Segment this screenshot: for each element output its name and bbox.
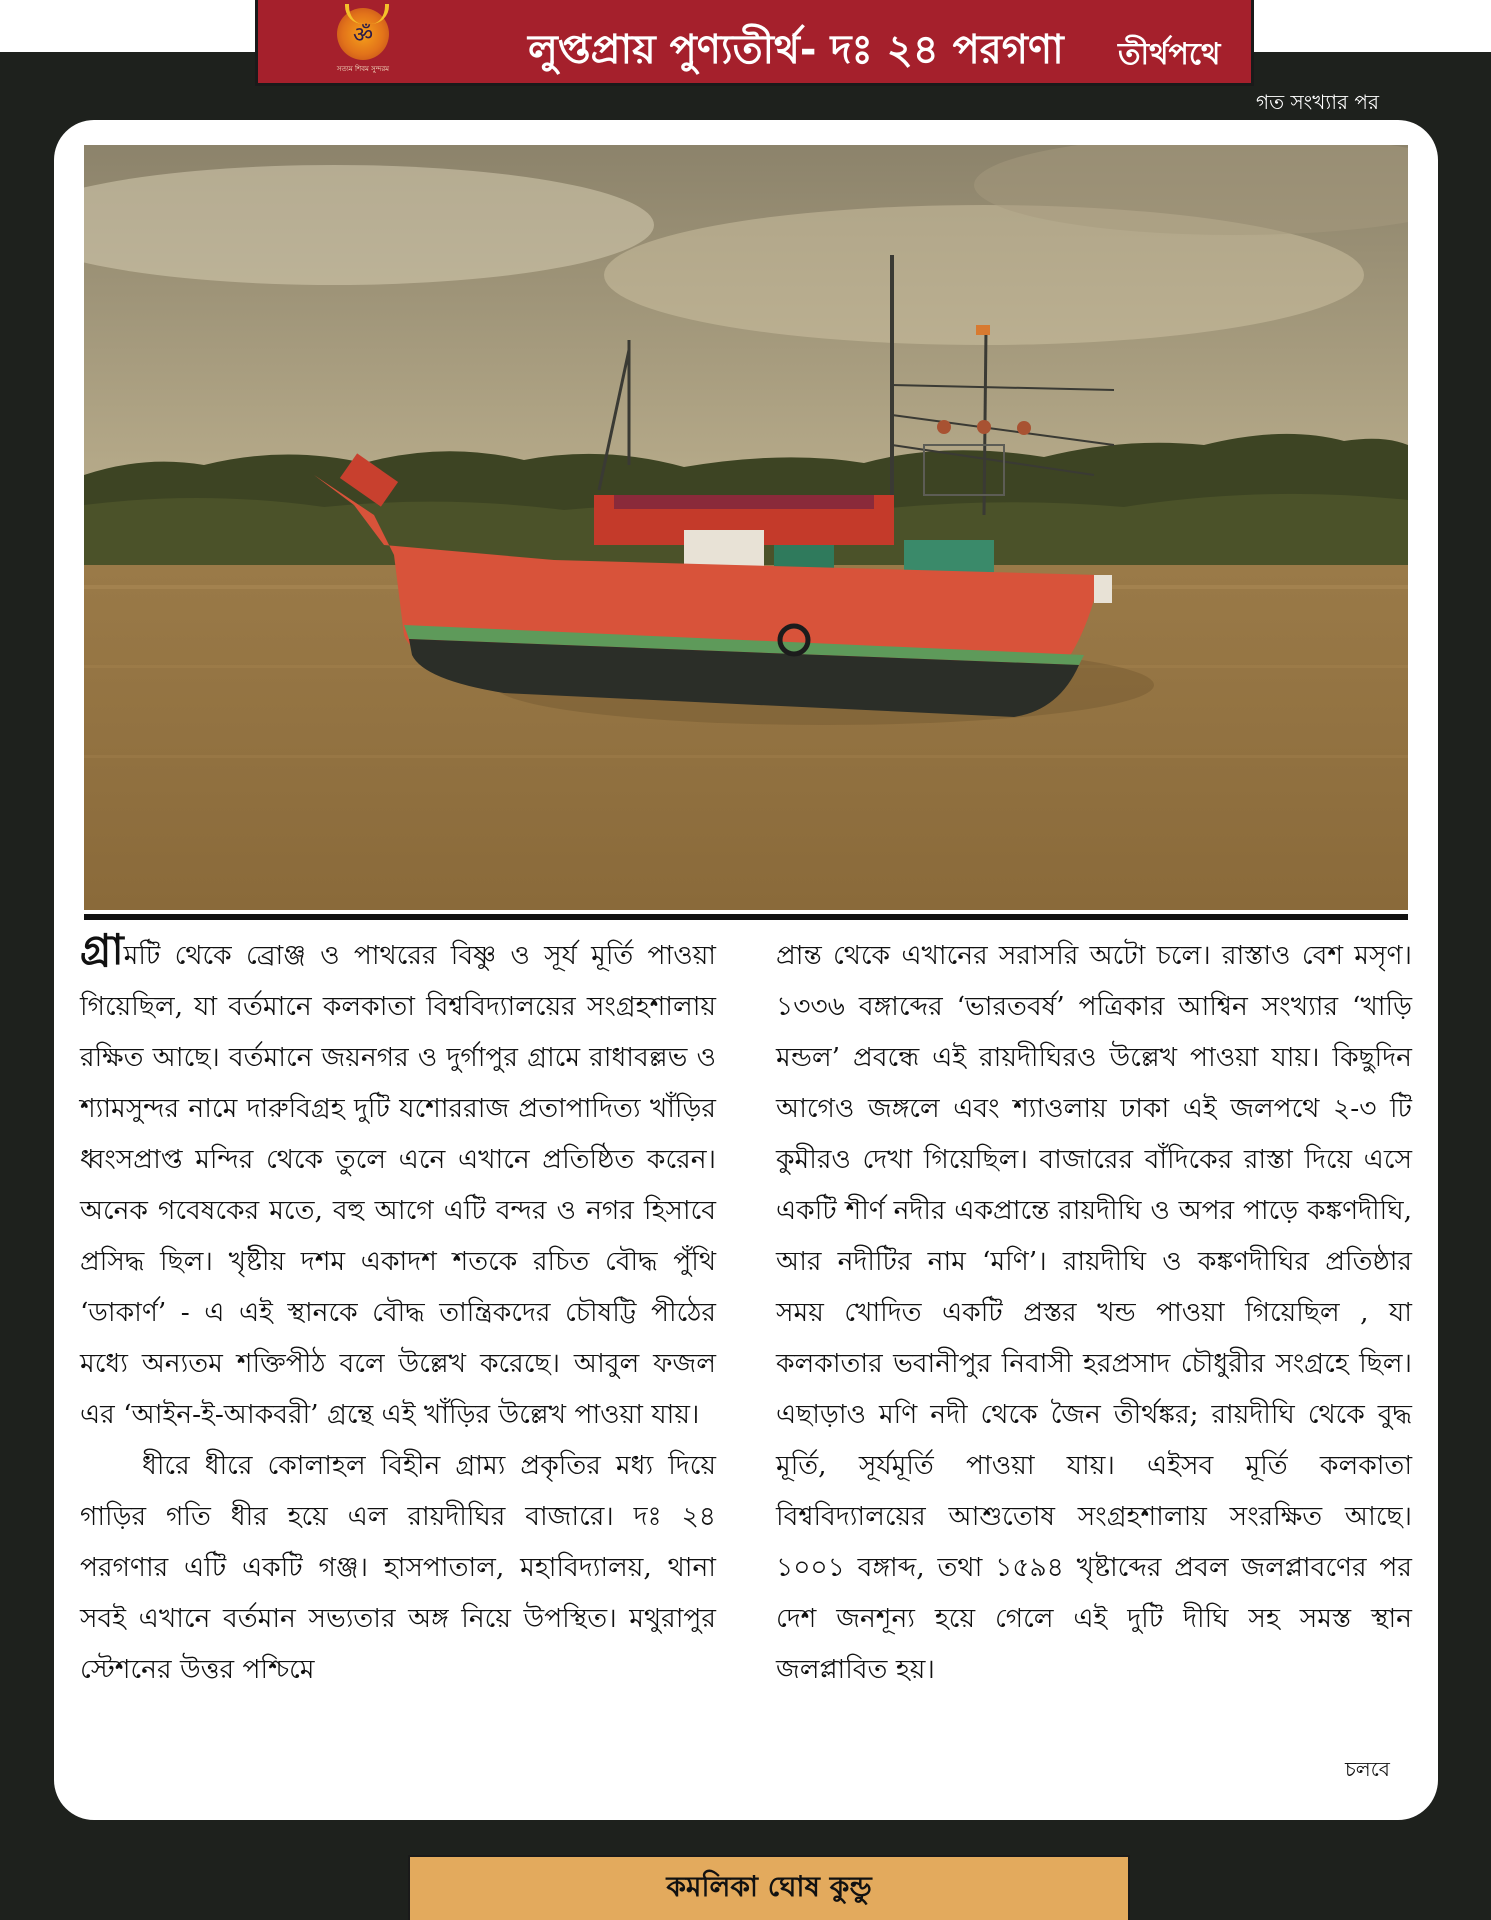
section-name: তীর্থপথে [1118,37,1221,72]
photo-divider [84,914,1408,920]
article-column-left [80,925,716,1695]
logo-caption: সত্যম শিবম সুন্দরম [336,65,390,73]
article-paragraph: ধীরে ধীরে কোলাহল বিহীন গ্রাম্য প্রকৃতির মধ্য দিয়ে গাড়ির গতি ধীর হয়ে এল রায়দীঘির বাজারে। দঃ ২৪ পরগণার এটি একটি গঞ্জ। হাসপাতাল, মহাবিদ্যালয়, থানা সবই এখানে বর্তমান সভ্যতার অঙ্গ নিয়ে উপস্থিত। মথুরাপুর স্টেশনের উত্তর পশ্চিমে [80,1450,716,1685]
article-title: লুপ্তপ্রায় পুণ্যতীর্থ- দঃ ২৪ পরগণা [528,27,1064,73]
article-paragraph [80,925,716,1440]
paragraph-text: মটি থেকে ব্রোঞ্জ ও পাথরের বিষ্ণু ও সূর্য মূর্তি পাওয়া গিয়েছিল, যা বর্তমানে কলকাতা বিশ্ববিদ্যালয়ের সংগ্রহশালায় রক্ষিত আছে। বর্তমানে জয়নগর ও দুর্গাপুর গ্রামে রাধাবল্লভ ও শ্যামসুন্দর নামে দারুবিগ্রহ দুটি যশোররাজ প্রতাপাদিত্য খাঁড়ির ধ্বংসপ্রাপ্ত মন্দির থেকে তুলে এনে এখানে প্রতিষ্ঠিত করেন। অনেক গবেষকের মতে, বহু আগে এটি বন্দর ও নগর হিসাবে প্রসিদ্ধ ছিল। খৃষ্টীয় দশম একাদশ শতকে রচিত বৌদ্ধ পুঁথি ‘ডাকার্ণ’ - এ এই স্থানকে বৌদ্ধ তান্ত্রিকদের চৌষট্টি পীঠের মধ্যে অন্যতম শক্তিপীঠ বলে উল্লেখ করেছে। আবুল ফজল এর ‘আইন-ই-আকবরী’ গ্রন্থে এই খাঁড়ির উল্লেখ পাওয়া যায়। [80,940,716,1430]
author-byline: কমলিকা ঘোষ কুন্ডু [408,1855,1130,1920]
article-column-right [776,930,1412,1695]
article-paragraph: প্রান্ত থেকে এখানের সরাসরি অটো চলে। রাস্তাও বেশ মসৃণ। ১৩৩৬ বঙ্গাব্দের ‘ভারতবর্ষ’ পত্রিকার আশ্বিন সংখ্যার ‘খাড়ি মন্ডল’ প্রবন্ধে এই রায়দীঘিরও উল্লেখ পাওয়া যায়। কিছুদিন আগেও জঙ্গলে এবং শ্যাওলায় ঢাকা এই জলপথে ২-৩ টি কুমীরও দেখা গিয়েছিল। বাজারের বাঁদিকের রাস্তা দিয়ে এসে একটি শীর্ণ নদীর একপ্রান্তে রায়দীঘি ও অপর পাড়ে কঙ্কণদীঘি, আর নদীটির নাম ‘মণি’। রায়দীঘি ও কঙ্কণদীঘির প্রতিষ্ঠার সময় খোদিত একটি প্রস্তর খন্ড পাওয়া গিয়েছিল , যা কলকাতার ভবানীপুর নিবাসী হরপ্রসাদ চৌধুরীর সংগ্রহে ছিল। এছাড়াও মণি নদী থেকে জৈন তীর্থঙ্কর; রায়দীঘি থেকে বুদ্ধ মূর্তি, সূর্যমূর্তি পাওয়া যায়। এইসব মূর্তি কলকাতা বিশ্ববিদ্যালয়ের আশুতোষ সংগ্রহশালায় সংরক্ষিত আছে। ১০০১ বঙ্গাব্দ, তথা ১৫৯৪ খৃষ্টাব্দের প্রবল জলপ্লাবণের পর দেশ জনশূন্য হয়ে গেলে এই দুটি দীঘি সহ সমস্ত স্থান জলপ্লাবিত হয়। [776,940,1412,1685]
magazine-logo [328,8,398,80]
magazine-header [255,0,1254,86]
to-be-continued-label: চলবে [1345,1757,1390,1781]
drop-cap: গ্রা [80,925,124,974]
om-trident-icon: ॐ [337,8,389,60]
continued-label: গত সংখ্যার পর [1256,90,1379,114]
fishing-boat-photo [84,145,1408,910]
